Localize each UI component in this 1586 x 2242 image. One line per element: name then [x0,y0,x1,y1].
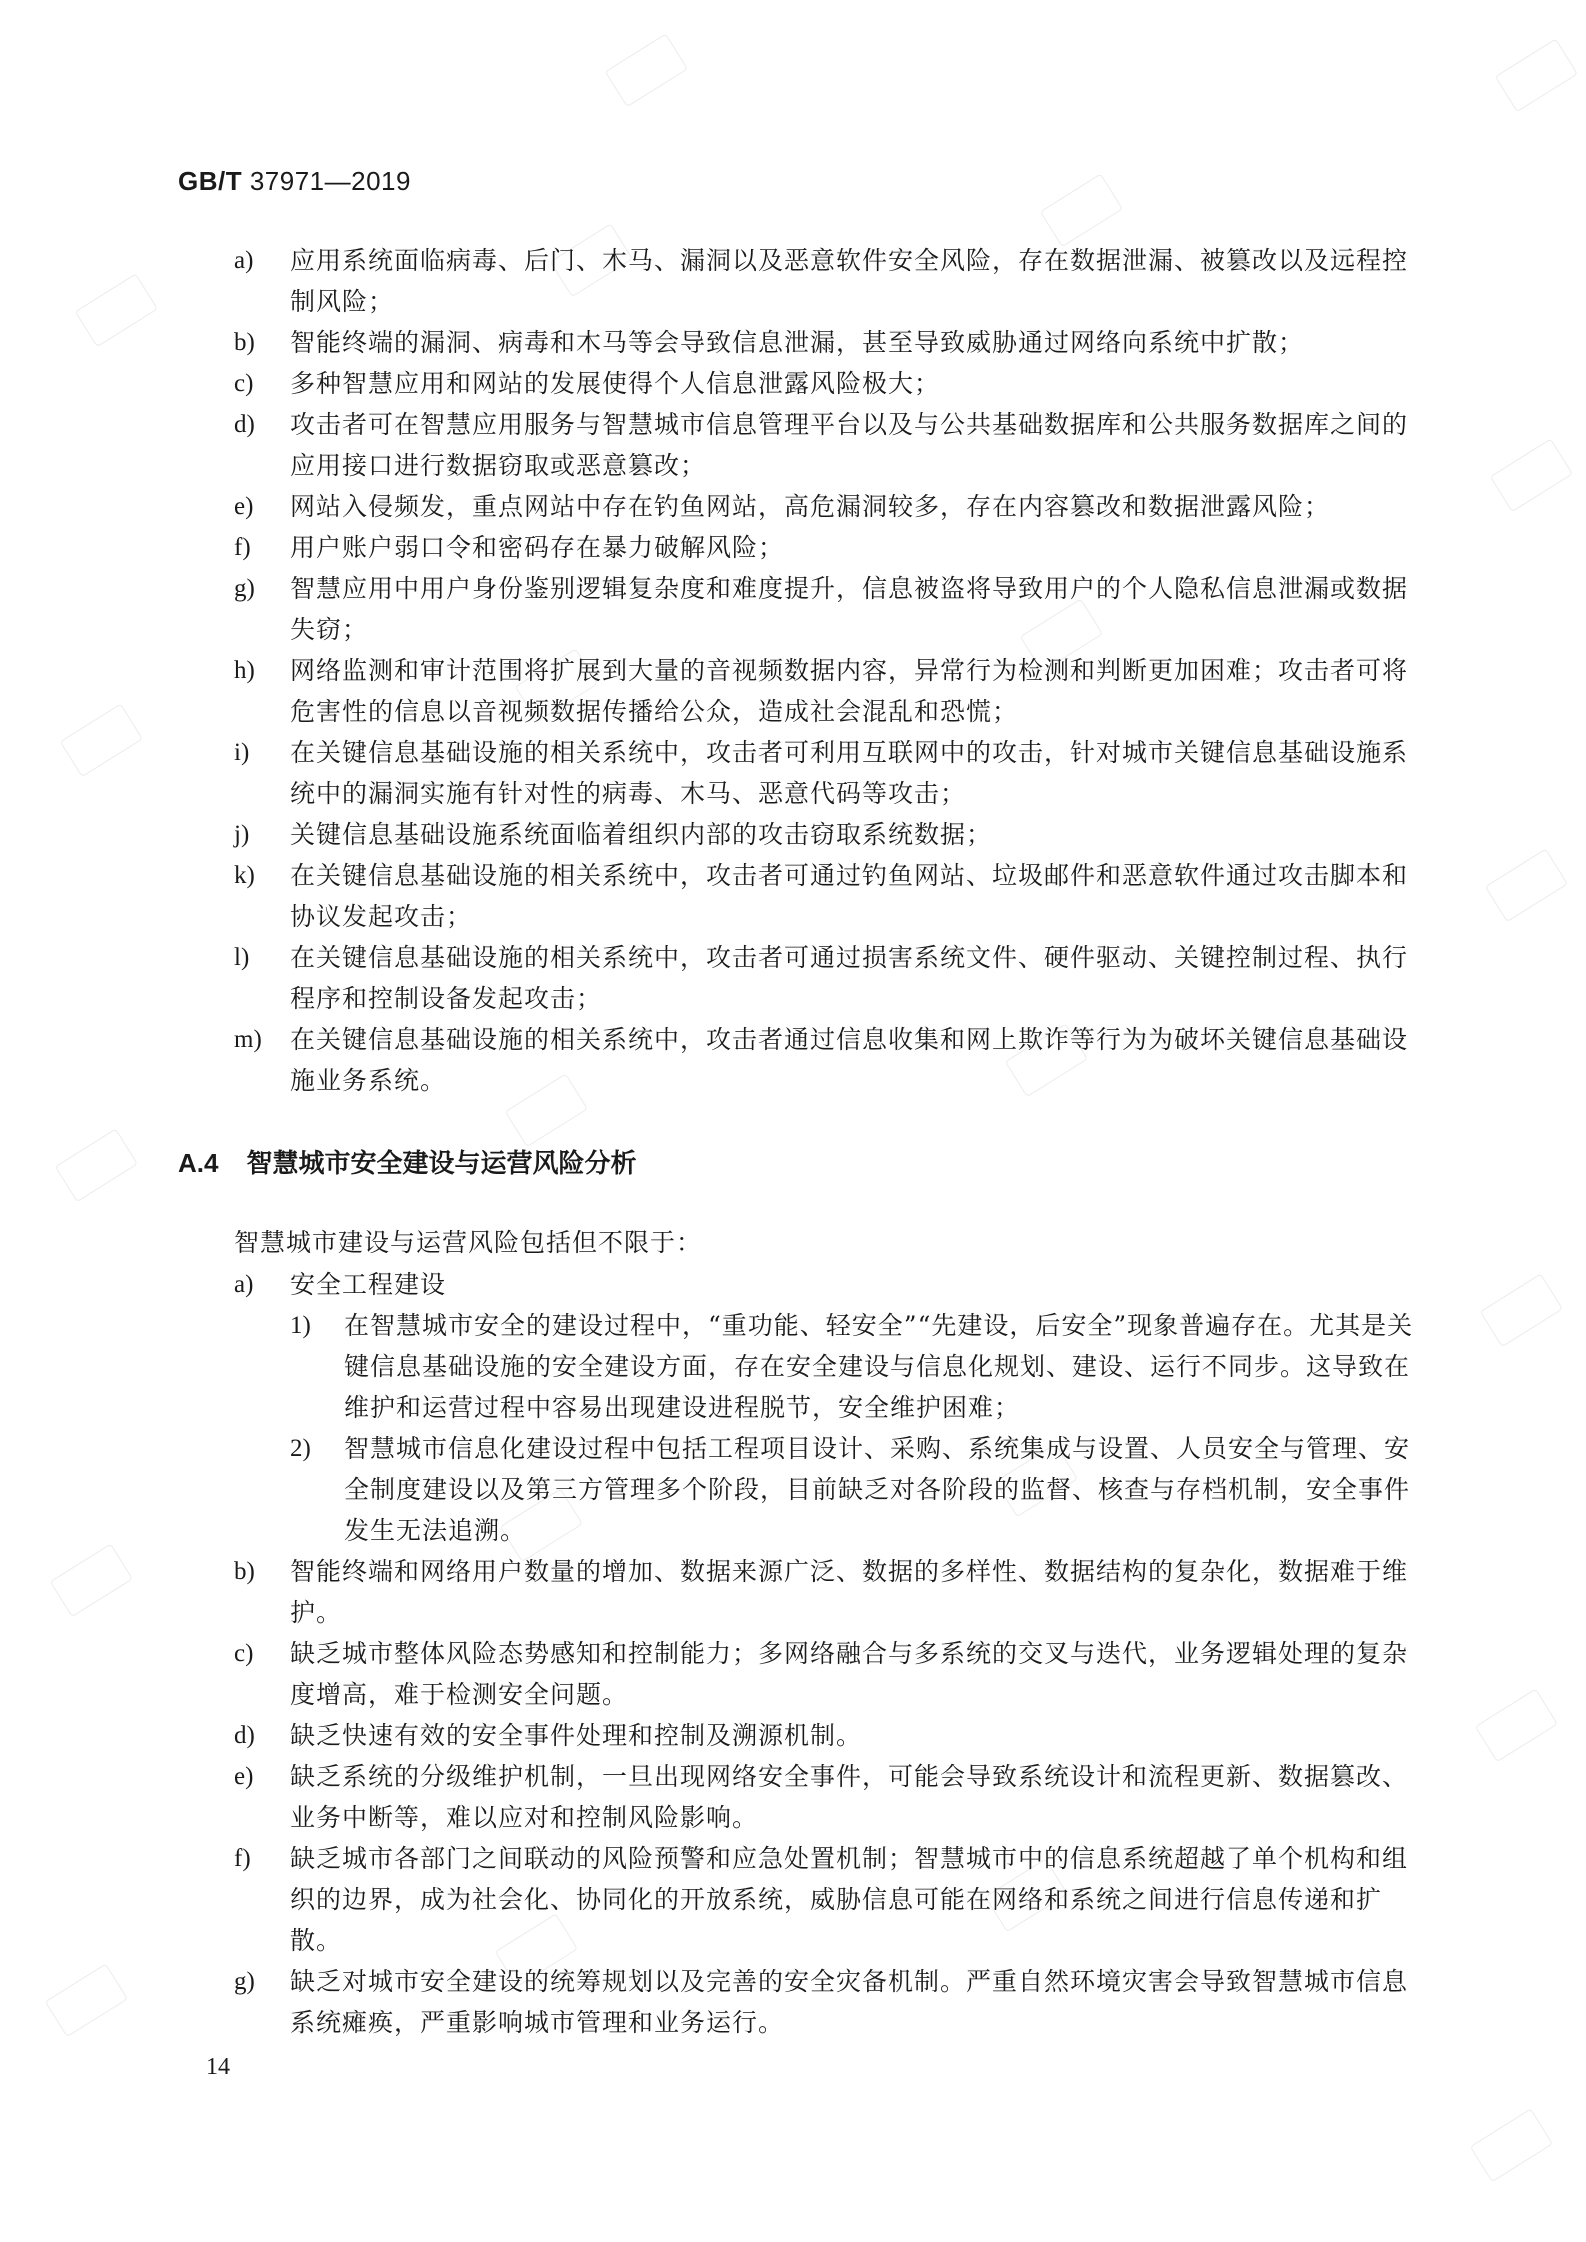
list-item [234,1715,1420,1756]
list-item [234,1961,1420,2043]
list-marker: e) [234,1763,254,1790]
list-text: 应用系统面临病毒、后门、木马、漏洞以及恶意软件安全风险，存在数据泄漏、被篡改以及远程控制风险； [290,246,1409,316]
list-text: 缺乏系统的分级维护机制，一旦出现网络安全事件，可能会导致系统设计和流程更新、数据篡改、业务中断等，难以应对和控制风险影响。 [290,1762,1409,1832]
section-intro: 智慧城市建设与运营风险包括但不限于： [234,1228,703,1257]
list-marker: e) [234,493,254,520]
list-marker: b) [234,1558,255,1585]
list-text: 多种智慧应用和网站的发展使得个人信息泄露风险极大； [290,369,941,398]
section-title-text: 智慧城市安全建设与运营风险分析 [246,1148,637,1178]
list-item [234,814,1420,855]
list-item [234,855,1420,937]
list-item [234,568,1420,650]
list-text: 智能终端和网络用户数量的增加、数据来源广泛、数据的多样性、数据结构的复杂化，数据难于维护。 [290,1557,1409,1627]
list-marker: k) [234,862,255,889]
list-text: 用户账户弱口令和密码存在暴力破解风险； [290,533,785,562]
list-item [234,1264,1420,1305]
list-text: 智能终端的漏洞、病毒和木马等会导致信息泄漏，甚至导致威胁通过网络向系统中扩散； [290,328,1305,357]
list-marker: j) [234,821,250,848]
watermark-stamp [55,1129,136,1200]
standard-code-prefix: GB/T [178,166,243,196]
list-item [234,732,1420,814]
list-item [234,404,1420,486]
list-item [234,486,1420,527]
list-text: 智慧城市信息化建设过程中包括工程项目设计、采购、系统集成与设置、人员安全与管理、安全制度建设以及第三方管理多个阶段，目前缺乏对各阶段的监督、核查与存档机制，安全事件发生无法追溯。 [344,1434,1411,1545]
watermark-stamp [1495,39,1576,110]
watermark-stamp [1475,1689,1556,1760]
list-marker: i) [234,739,250,766]
list-text: 网络监测和审计范围将扩展到大量的音视频数据内容，异常行为检测和判断更加困难；攻击者可将危害性的信息以音视频数据传播给公众，造成社会混乱和恐慌； [290,656,1409,726]
construction-risk-list [234,1264,1420,2043]
list-text: 网站入侵频发，重点网站中存在钓鱼网站，高危漏洞较多，存在内容篡改和数据泄露风险； [290,492,1331,521]
list-item [234,1551,1420,1633]
list-text: 在关键信息基础设施的相关系统中，攻击者通过信息收集和网上欺诈等行为为破坏关键信息基础设施业务系统。 [290,1025,1409,1095]
list-item [234,322,1420,363]
list-text: 在智慧城市安全的建设过程中，“重功能、轻安全”“先建设，后安全”现象普遍存在。尤其是关键信息基础设施的安全建设方面，存在安全建设与信息化规划、建设、运行不同步。这导致在维护和运营过程中容易出现建设进程脱节，安全维护困难； [344,1311,1414,1422]
watermark-stamp [1485,849,1566,920]
watermark-stamp [75,274,156,345]
list-text: 缺乏城市整体风险态势感知和控制能力；多网络融合与多系统的交叉与迭代，业务逻辑处理的复杂度增高，难于检测安全问题。 [290,1639,1409,1709]
list-marker: g) [234,575,255,602]
watermark-stamp [45,1964,126,2035]
watermark-stamp [1470,2109,1551,2180]
list-text: 关键信息基础设施系统面临着组织内部的攻击窃取系统数据； [290,820,993,849]
list-item [234,650,1420,732]
list-text: 攻击者可在智慧应用服务与智慧城市信息管理平台以及与公共基础数据库和公共服务数据库之间的应用接口进行数据窃取或恶意篡改； [290,410,1409,480]
nested-list-item [234,1428,1420,1551]
list-marker: d) [234,1722,255,1749]
watermark-stamp [1480,1274,1561,1345]
section-number: A.4 [178,1148,219,1178]
watermark-stamp [50,1544,131,1615]
list-item [234,1838,1420,1961]
nested-list-item [234,1305,1420,1428]
list-text: 在关键信息基础设施的相关系统中，攻击者可通过损害系统文件、硬件驱动、关键控制过程、执行程序和控制设备发起攻击； [290,943,1409,1013]
standard-code-number: 37971—2019 [242,166,411,196]
list-text: 缺乏对城市安全建设的统筹规划以及完善的安全灾备机制。严重自然环境灾害会导致智慧城市信息系统瘫痪，严重影响城市管理和业务运行。 [290,1967,1409,2037]
list-item [234,1633,1420,1715]
list-marker: f) [234,1845,251,1872]
list-marker: a) [234,247,254,274]
list-text: 缺乏快速有效的安全事件处理和控制及溯源机制。 [290,1721,863,1750]
list-text: 在关键信息基础设施的相关系统中，攻击者可通过钓鱼网站、垃圾邮件和恶意软件通过攻击脚本和协议发起攻击； [290,861,1409,931]
list-marker: c) [234,370,254,397]
list-marker: b) [234,329,255,356]
list-item [234,363,1420,404]
page-number: 14 [206,2054,230,2080]
list-item [234,1756,1420,1838]
risk-list [234,240,1420,1101]
list-marker: a) [234,1271,254,1298]
list-marker: c) [234,1640,254,1667]
list-item [234,527,1420,568]
watermark-stamp [60,704,141,775]
standard-code [178,166,411,197]
list-text: 安全工程建设 [290,1270,447,1299]
list-text: 在关键信息基础设施的相关系统中，攻击者可利用互联网中的攻击，针对城市关键信息基础设施系统中的漏洞实施有针对性的病毒、木马、恶意代码等攻击； [290,738,1409,808]
list-item [234,937,1420,1019]
list-marker: d) [234,411,255,438]
list-item [234,1019,1420,1101]
list-marker: l) [234,944,250,971]
section-heading [178,1143,636,1180]
watermark-stamp [1040,174,1121,245]
list-item [234,240,1420,322]
list-text: 缺乏城市各部门之间联动的风险预警和应急处置机制；智慧城市中的信息系统超越了单个机构和组织的边界，成为社会化、协同化的开放系统，威胁信息可能在网络和系统之间进行信息传递和扩散。 [290,1844,1409,1955]
list-marker: f) [234,534,251,561]
list-marker: g) [234,1968,255,1995]
list-text: 智慧应用中用户身份鉴别逻辑复杂度和难度提升，信息被盗将导致用户的个人隐私信息泄漏或数据失窃； [290,574,1409,644]
list-marker: 2) [290,1435,311,1462]
watermark-stamp [605,34,686,105]
list-marker: 1) [290,1312,311,1339]
watermark-stamp [1490,439,1571,510]
list-marker: h) [234,657,255,684]
list-marker: m) [234,1026,262,1053]
